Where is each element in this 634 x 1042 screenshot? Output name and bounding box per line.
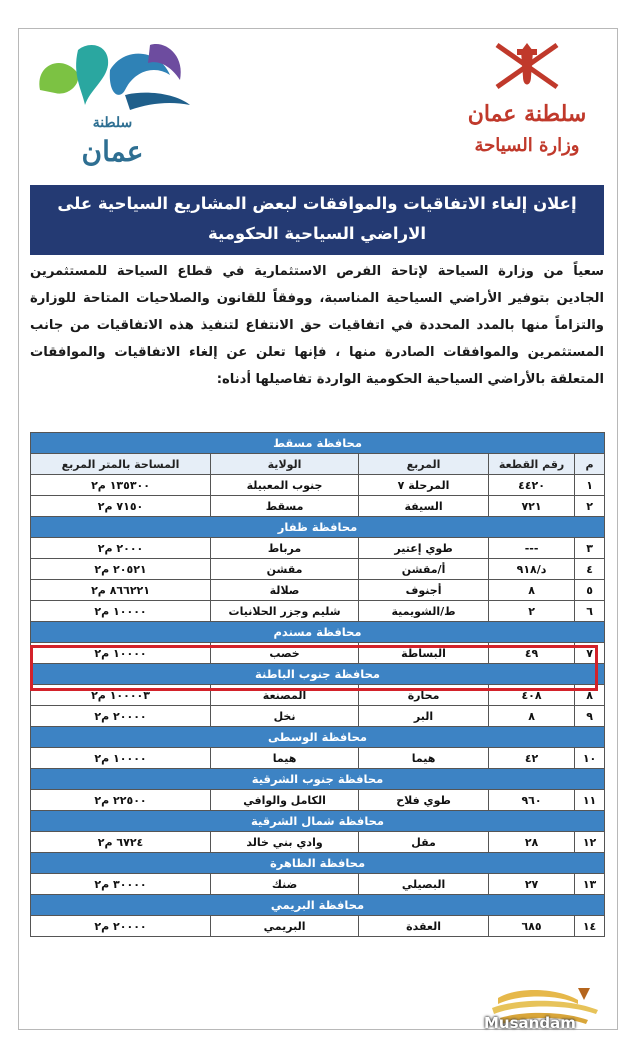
table-cell: ١٠ <box>575 748 605 769</box>
governorate-name: محافظة الظاهرة <box>31 853 605 874</box>
table-cell: طوي فلاح <box>359 790 489 811</box>
governorate-name: محافظة جنوب الباطنة <box>31 664 605 685</box>
table-cell: السيفة <box>359 496 489 517</box>
table-cell: نخل <box>211 706 359 727</box>
column-header: المساحة بالمتر المربع <box>31 454 211 475</box>
table-cell: جنوب المعبيلة <box>211 475 359 496</box>
table-cell: ٤٤٢٠ <box>489 475 575 496</box>
table-cell: مسقط <box>211 496 359 517</box>
table-cell: المرحلة ٧ <box>359 475 489 496</box>
governorate-name: محافظة الوسطى <box>31 727 605 748</box>
table-row <box>31 496 605 517</box>
column-header: الولاية <box>211 454 359 475</box>
oman-brand-logo <box>30 35 195 168</box>
table-cell: البصيلي <box>359 874 489 895</box>
table-cell: ٢٠٥٢١ م٢ <box>31 559 211 580</box>
table-cell: ١٠٠٠٠ م٢ <box>31 748 211 769</box>
table-cell: ٢ <box>489 601 575 622</box>
governorate-name: محافظة جنوب الشرقية <box>31 769 605 790</box>
table-cell: ٢٢٥٠٠ م٢ <box>31 790 211 811</box>
table-cell: ١٠٠٠٠ م٢ <box>31 601 211 622</box>
table-cell: هيما <box>211 748 359 769</box>
governorate-name: محافظة شمال الشرقية <box>31 811 605 832</box>
table-cell: ٧٢١ <box>489 496 575 517</box>
intro-paragraph: سعياً من وزارة السياحة لإتاحة الفرص الاستثمارية في قطاع السياحة للمستثمرين الجادين بتوفير الأراضي السياحية المناسبة، ووفقاً للقانون والصلاحيات المتاحة للوزارة والتزاماً منها بالمدد المحددة في اتفاقيات حق الانتفاع لتنفيذ هذه الاتفاقيات من جانب المستثمرين والموافقات الصادرة منها ، فإنها تعلن عن إلغاء الاتفاقيات والموافقات المتعلقة بالأراضي السياحية الحكومية الواردة تفاصيلها أدناه: <box>30 264 604 387</box>
table-cell: ٢٧ <box>489 874 575 895</box>
table-row <box>31 580 605 601</box>
column-header: م <box>575 454 605 475</box>
table-row <box>31 832 605 853</box>
table-cell: ١٢ <box>575 832 605 853</box>
table-cell: ٦٨٥ <box>489 916 575 937</box>
table-cell: محارة <box>359 685 489 706</box>
table-header-row <box>31 454 605 475</box>
table-cell: ٩٦٠ <box>489 790 575 811</box>
table-cell: د/٩١٨ <box>489 559 575 580</box>
table-cell: --- <box>489 538 575 559</box>
governorate-row <box>31 727 605 748</box>
table-cell: ٣٠٠٠٠ م٢ <box>31 874 211 895</box>
table-cell: ٩ <box>575 706 605 727</box>
table-cell: ١٤ <box>575 916 605 937</box>
table-cell: ٢٠٠٠٠ م٢ <box>31 916 211 937</box>
table-cell: ٧ <box>575 643 605 664</box>
ministry-country-name: سلطنة عمان <box>467 101 587 127</box>
table-row <box>31 790 605 811</box>
brand-mark-icon <box>30 35 195 120</box>
governorate-row <box>31 622 605 643</box>
table-cell: ٤ <box>575 559 605 580</box>
table-cell: ٢٨ <box>489 832 575 853</box>
governorate-row <box>31 433 605 454</box>
table-row <box>31 706 605 727</box>
table-cell: المصنعة <box>211 685 359 706</box>
table-cell: ٨ <box>489 580 575 601</box>
column-header: المربع <box>359 454 489 475</box>
notice-title <box>30 185 604 255</box>
table-cell: خصب <box>211 643 359 664</box>
table-cell: ٢ <box>575 496 605 517</box>
notice-title-line2: الاراضي السياحية الحكومية <box>207 224 427 243</box>
table-cell: ٢٠٠٠ م٢ <box>31 538 211 559</box>
table-cell: ١٣ <box>575 874 605 895</box>
table-cell: ط/الشويمية <box>359 601 489 622</box>
table-cell: هيما <box>359 748 489 769</box>
brand-caption-line2: عمان <box>81 135 144 168</box>
ministry-name: وزارة السياحة <box>474 135 580 156</box>
watermark <box>478 980 628 1038</box>
table-cell: أجنوف <box>359 580 489 601</box>
table-cell: ٨ <box>489 706 575 727</box>
table-cell: ٨٦٦٢٢١ م٢ <box>31 580 211 601</box>
table-cell: البريمي <box>211 916 359 937</box>
table-cell: ٧١٥٠ م٢ <box>31 496 211 517</box>
table-row <box>31 916 605 937</box>
governorate-row <box>31 853 605 874</box>
khanjar-emblem-icon <box>487 37 567 99</box>
table-cell: وادي بني خالد <box>211 832 359 853</box>
table-cell: ١ <box>575 475 605 496</box>
table-cell: ٦٧٢٤ م٢ <box>31 832 211 853</box>
table-cell: البساطة <box>359 643 489 664</box>
table-cell: ١٠٠٠٠٣ م٢ <box>31 685 211 706</box>
table-cell: ٣ <box>575 538 605 559</box>
table-cell: ٤٠٨ <box>489 685 575 706</box>
table-cell: ٥ <box>575 580 605 601</box>
table-cell: مقشن <box>211 559 359 580</box>
table-cell: ٢٠٠٠٠ م٢ <box>31 706 211 727</box>
table-cell: ١١ <box>575 790 605 811</box>
table-cell: طوي إعتير <box>359 538 489 559</box>
table-cell: ١٣٥٣٠٠ م٢ <box>31 475 211 496</box>
table-row <box>31 538 605 559</box>
governorate-name: محافظة مسقط <box>31 433 605 454</box>
table-cell: مرباط <box>211 538 359 559</box>
table-row <box>31 874 605 895</box>
table-cell: شليم وجزر الحلانيات <box>211 601 359 622</box>
column-header: رقم القطعة <box>489 454 575 475</box>
table-cell: صلالة <box>211 580 359 601</box>
governorate-name: محافظة البريمي <box>31 895 605 916</box>
notice-title-line1: إعلان إلغاء الاتفاقيات والموافقات لبعض المشاريع السياحية على <box>57 194 577 213</box>
table-cell: البر <box>359 706 489 727</box>
table-cell: ١٠٠٠٠ م٢ <box>31 643 211 664</box>
governorate-row <box>31 811 605 832</box>
governorate-name: محافظة ظفار <box>31 517 605 538</box>
governorate-row <box>31 517 605 538</box>
table-cell: العقدة <box>359 916 489 937</box>
table-cell: أ/مقشن <box>359 559 489 580</box>
table-row <box>31 748 605 769</box>
table-cell: ٤٢ <box>489 748 575 769</box>
watermark-text: Musandam <box>484 1014 576 1032</box>
table-cell: الكامل والوافي <box>211 790 359 811</box>
governorate-row <box>31 769 605 790</box>
table-row <box>31 601 605 622</box>
governorate-row <box>31 895 605 916</box>
table-cell: ضنك <box>211 874 359 895</box>
table-cell: ٨ <box>575 685 605 706</box>
governorate-name: محافظة مسندم <box>31 622 605 643</box>
musandam-highlight-box <box>30 645 598 691</box>
ministry-logo <box>452 35 602 165</box>
table-cell: مقل <box>359 832 489 853</box>
table-row <box>31 559 605 580</box>
table-cell: ٤٩ <box>489 643 575 664</box>
table-row <box>31 475 605 496</box>
brand-caption-line1: سلطنة <box>92 115 133 131</box>
table-cell: ٦ <box>575 601 605 622</box>
